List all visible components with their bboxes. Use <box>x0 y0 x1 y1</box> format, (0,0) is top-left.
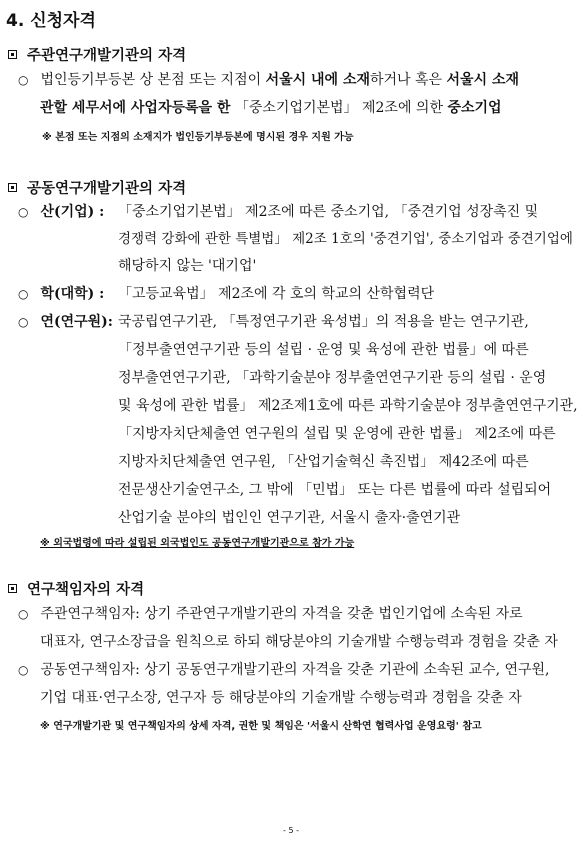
joint-industry-row: ○ 산(기업) : <box>18 204 105 220</box>
circle-bullet-icon: ○ <box>18 73 29 87</box>
page-title: 4. 신청자격 <box>6 11 96 31</box>
circle-bullet-icon: ○ <box>18 663 29 677</box>
section-heading-researcher <box>8 578 144 599</box>
industry-line: 「중소기업기본법」 제2조에 따른 중소기업, 「중견기업 성장촉진 및 <box>118 204 539 220</box>
circle-bullet-icon: ○ <box>18 315 29 329</box>
section-heading-text: 주관연구개발기관의 자격 <box>27 48 187 64</box>
researcher-joint-row: ○ 공동연구책임자: 상기 공동연구개발기관의 자격을 갖춘 기관에 소속된 교수, 연구원, <box>18 662 550 678</box>
univ-line: 「고등교육법」 제2조에 각 호의 학교의 산학협력단 <box>118 286 435 302</box>
researcher-lead-row: ○ 주관연구책임자: 상기 주관연구개발기관의 자격을 갖춘 법인기업에 소속된 자로 <box>18 606 523 622</box>
inst-line: 「정부출연연구기관 등의 설립 · 운영 및 육성에 관한 법률」에 따른 <box>118 342 529 358</box>
section-heading-text: 연구책임자의 자격 <box>27 582 145 598</box>
joint-univ-row: ○ 학(대학) : <box>18 286 105 302</box>
inst-line: 전문생산기술연구소, 그 밖에 「민법」 또는 다른 법률에 따라 설립되어 <box>118 482 552 498</box>
circle-bullet-icon: ○ <box>18 607 29 621</box>
square-bullet-icon <box>8 183 17 192</box>
section-heading-lead <box>8 44 186 65</box>
joint-note: ※ 외국법령에 따라 설립된 외국법인도 공동연구개발기관으로 참가 가능 <box>40 538 355 549</box>
lead-line-1: ○ 법인등기부등본 상 본점 또는 지점이 서울시 내에 소재하거나 혹은 서울시 소재 <box>18 72 520 88</box>
square-bullet-icon <box>8 50 17 59</box>
inst-line: 산업기술 분야의 법인인 연구기관, 서울시 출자·출연기관 <box>118 510 461 526</box>
researcher-joint-line: 기업 대표·연구소장, 연구자 등 해당분야의 기술개발 수행능력과 경험을 갖춘 자 <box>40 690 522 706</box>
inst-line: 국공립연구기관, 「특정연구기관 육성법」의 적용을 받는 연구기관, <box>118 314 529 330</box>
circle-bullet-icon: ○ <box>18 287 29 301</box>
lead-note: ※ 본점 또는 지점의 소재지가 법인등기부등본에 명시된 경우 지원 가능 <box>42 132 354 143</box>
lead-line-2: 관할 세무서에 사업자등록을 한 「중소기업기본법」 제2조에 의한 중소기업 <box>40 100 502 116</box>
page-number: - 5 - <box>283 826 299 835</box>
inst-line: 지방자치단체출연 연구원, 「산업기술혁신 촉진법」 제42조에 따른 <box>118 454 529 470</box>
circle-bullet-icon: ○ <box>18 205 29 219</box>
section-heading-text: 공동연구개발기관의 자격 <box>27 181 187 197</box>
inst-line: 및 육성에 관한 법률」 제2조제1호에 따른 과학기술분야 정부출연연구기관, <box>118 398 578 414</box>
industry-line: 해당하지 않는 '대기업' <box>118 258 257 274</box>
researcher-note: ※ 연구개발기관 및 연구책임자의 상세 자격, 권한 및 책임은 '서울시 산학연 협력사업 운영요령' 참고 <box>40 721 482 732</box>
researcher-lead-line: 대표자, 연구소장급을 원칙으로 하되 해당분야의 기술개발 수행능력과 경험을 갖춘 자 <box>40 634 558 650</box>
square-bullet-icon <box>8 584 17 593</box>
section-heading-joint <box>8 177 186 198</box>
joint-inst-row: ○ 연(연구원): <box>18 314 113 330</box>
inst-line: 「지방자치단체출연 연구원의 설립 및 운영에 관한 법률」 제2조에 따른 <box>118 426 556 442</box>
industry-line: 경쟁력 강화에 관한 특별법」 제2조 1호의 '중견기업', 중소기업과 중견기업에 <box>118 231 573 247</box>
inst-line: 정부출연연구기관, 「과학기술분야 정부출연연구기관 등의 설립 · 운영 <box>118 370 547 386</box>
